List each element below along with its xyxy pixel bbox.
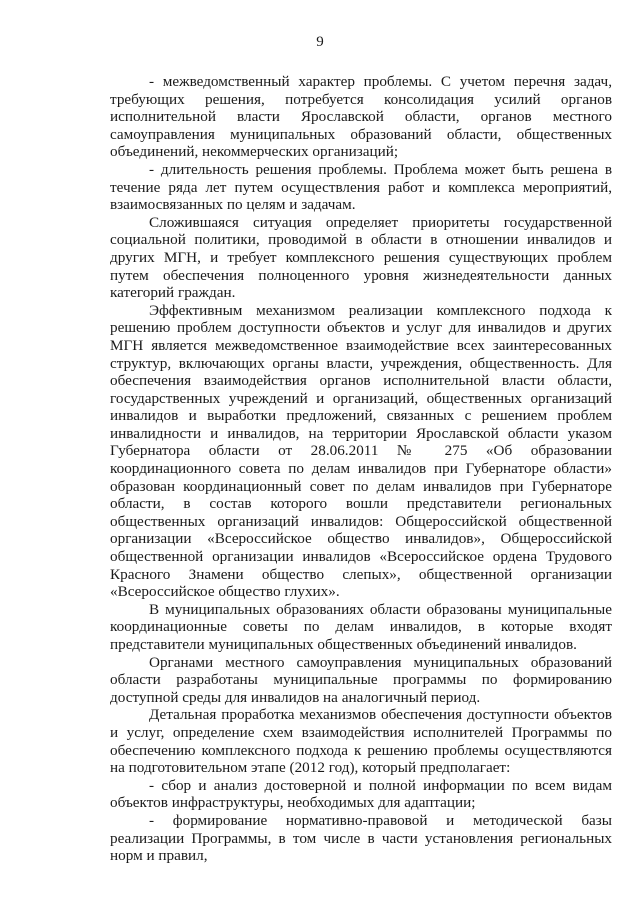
paragraph: - сбор и анализ достоверной и полной информации по всем видам объектов инфраструктуры, необходимых для адаптации;	[110, 776, 612, 812]
paragraph: Органами местного самоуправления муниципальных образований области разработаны муниципальные программы по формированию доступной среды для инвалидов на аналогичный период.	[110, 653, 612, 706]
document-body	[110, 73, 612, 865]
paragraph: - межведомственный характер проблемы. С учетом перечня задач, требующих решения, потребуется консолидация усилий органов исполнительной власти Ярославской области, органов местного самоуправления муниципальных образований области, общественных объединений, некоммерческих организаций;	[110, 73, 612, 161]
paragraph: Сложившаяся ситуация определяет приоритеты государственной социальной политики, проводимой в области в отношении инвалидов и других МГН, и требует комплексного решения существующих проблем путем обеспечения полноценного уровня жизнедеятельности данных категорий граждан.	[110, 213, 612, 302]
paragraph: В муниципальных образованиях области образованы муниципальные координационные советы по делам инвалидов, в которые входят представители муниципальных общественных объединений инвалидов.	[110, 600, 612, 653]
page-number: 9	[316, 34, 324, 50]
paragraph: Детальная проработка механизмов обеспечения доступности объектов и услуг, определение схем взаимодействия исполнителей Программы по обеспечению комплексного подхода к решению проблемы осуществляются на подготовительном этапе (2012 год), который предполагает:	[110, 706, 612, 777]
paragraph: - длительность решения проблемы. Проблема может быть решена в течение ряда лет путем осуществления работ и комплекса мероприятий, взаимосвязанных по целям и задачам.	[110, 160, 612, 214]
paragraph: Эффективным механизмом реализации комплексного подхода к решению проблем доступности объектов и услуг для инвалидов и других МГН является межведомственное взаимодействие всех заинтересованных структур, включающих органы власти, учреждения, общественность. Для обеспечения взаимодействия органов исполнительной власти области, государственных учреждений и организаций, общественных организаций инвалидов и выработки предложений, связанных с решением проблем инвалидности и инвалидов, на территории Ярославской области указом Губернатора области от 28.06.2011 № 275 «Об образовании координационного совета по делам инвалидов при Губернаторе области» образован координационный совет по делам инвалидов при Губернаторе области, в состав которого вошли представители региональных общественных организаций инвалидов: Общероссийской общественной организации «Всероссийское общество инвалидов», Общероссийской общественной организации инвалидов «Всероссийское ордена Трудового Красного Знамени общество слепых», общественной организации «Всероссийское общество глухих».	[110, 301, 612, 601]
paragraph: - формирование нормативно-правовой и методической базы реализации Программы, в том числе в части установления региональных норм и правил,	[110, 811, 612, 865]
